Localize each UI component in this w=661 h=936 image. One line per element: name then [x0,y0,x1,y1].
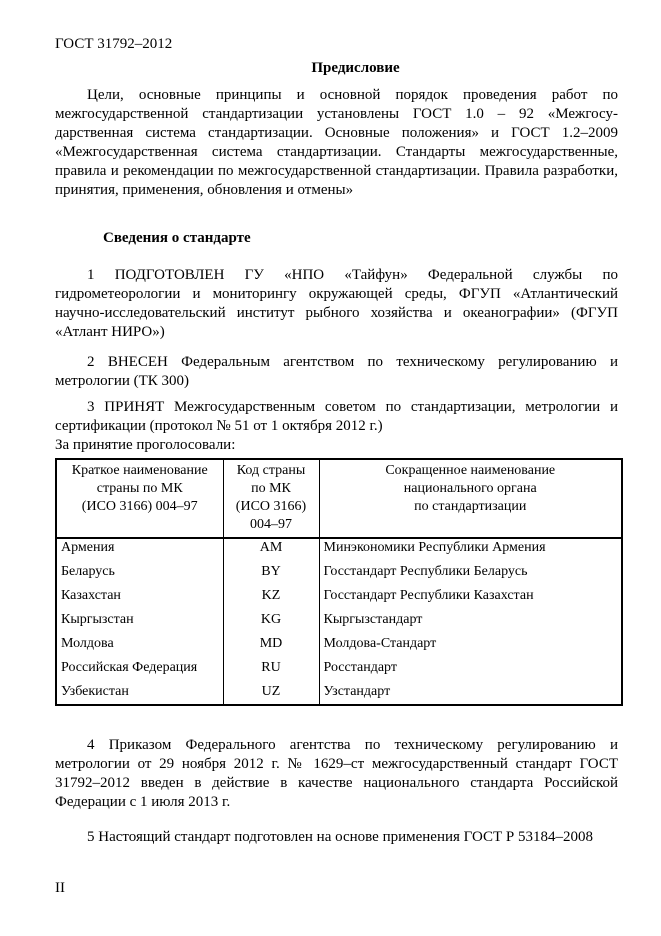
info-item-4: 4 Приказом Федерального агентства по техническому регулированию и метрологии от 29 ноября 2012 г. № 1629–ст межгосударственный стандарт ГОСТ 31792–2012 введен в действие в качестве национального стандарта Российской Федерации с 1 июля 2013 г. [55,737,618,810]
national-body: Госстандарт Республики Беларусь [319,560,622,584]
national-body: Кыргызстандарт [319,608,622,632]
national-body: Росстандарт [319,656,622,680]
foreword-text: Цели, основные принципы и основной порядок проведения работ по межгосударственной стандартизации установлены ГОСТ 1.0 – 92 «Межгосу-дарственная система стандартизации. Основные положения» и ГОСТ 1.2–2009 «Межгосударственная система стандартизации. Стандарты межгосударственные, правила и рекомендации по межгосударственной стандартизации. Правила разработки, принятия, применения, обновления и отмены» [55,87,618,198]
country-name: Узбекистан [61,684,129,699]
table-row [56,538,622,560]
foreword-title: Предисловие [311,60,400,76]
standard-info-title: Сведения о стандарте [103,230,251,246]
country-name: Армения [61,540,115,555]
table-row [56,656,622,680]
country-code: RU [223,656,319,680]
header-country-code: Код страны по МК (ИСО 3166) 004–97 [223,459,319,538]
country-name: Кыргызстан [61,612,134,627]
country-code: MD [223,632,319,656]
info-item-2: 2 ВНЕСЕН Федеральным агентством по техническому регулированию и метрологии (ТК 300) [55,354,618,389]
table-header-row [56,459,622,538]
voting-countries-table [55,458,623,706]
table-row [56,680,622,705]
table-row [56,608,622,632]
header-country-name: Краткое наименование страны по МК (ИСО 3166) 004–97 [56,459,223,538]
table-row [56,632,622,656]
country-name: Беларусь [61,564,115,579]
country-code: UZ [223,680,319,705]
info-item-1: 1 ПОДГОТОВЛЕН ГУ «НПО «Тайфун» Федеральной службы по гидрометеорологии и мониторингу окружающей среды, ФГУП «Атлантический научно-исследовательский институт рыбного хозяйства и океанографии» (ФГУП «Атлант НИРО») [55,267,618,340]
voted-label: За принятие проголосовали: [55,437,236,453]
country-code: BY [223,560,319,584]
table-row [56,560,622,584]
national-body: Госстандарт Республики Казахстан [319,584,622,608]
country-name: Казахстан [61,588,121,603]
info-item-5: 5 Настоящий стандарт подготовлен на основе применения ГОСТ Р 53184–2008 [87,829,593,845]
info-item-3: 3 ПРИНЯТ Межгосударственным советом по стандартизации, метрологии и сертификации (протокол № 51 от 1 октября 2012 г.) [55,399,618,434]
country-code: KG [223,608,319,632]
table-row [56,584,622,608]
national-body: Узстандарт [319,680,622,705]
country-name: Молдова [61,636,114,651]
header-national-body: Сокращенное наименование национального органа по стандартизации [319,459,622,538]
country-code: KZ [223,584,319,608]
country-code: AM [223,538,319,560]
page-number: II [55,880,65,896]
country-name: Российская Федерация [61,660,198,675]
national-body: Минэкономики Республики Армения [319,538,622,560]
national-body: Молдова-Стандарт [319,632,622,656]
document-code-header: ГОСТ 31792–2012 [55,36,173,52]
